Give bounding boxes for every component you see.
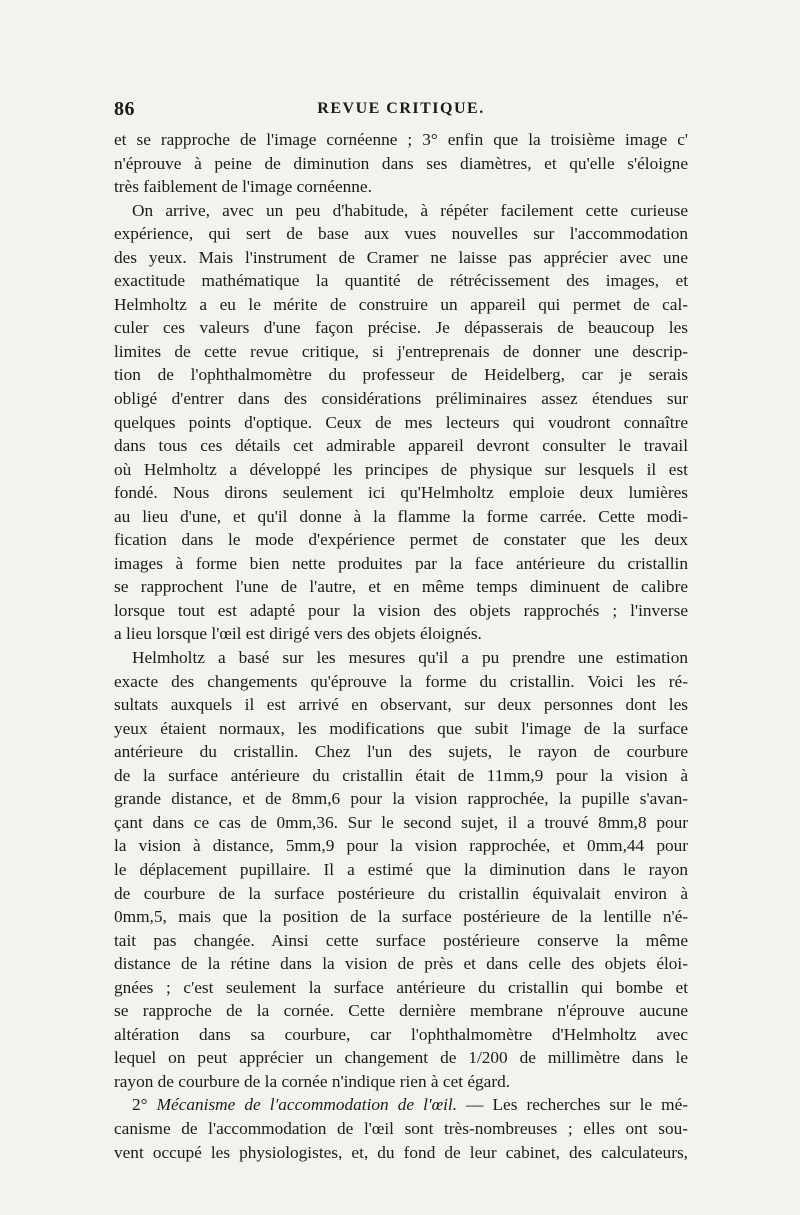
text-line: vent occupé les physiologistes, et, du fond de leur cabinet, des calculateurs, bbox=[114, 1142, 688, 1162]
page-number: 86 bbox=[114, 98, 135, 120]
section-title: Mécanisme de l'accommodation de l'œil. bbox=[156, 1095, 458, 1115]
text-line: où Helmholtz a développé les principes de physique sur lesquels il est bbox=[114, 459, 688, 479]
text-line: sultats auxquels il est arrivé en observant, sur deux personnes dont les bbox=[114, 695, 688, 715]
text-line: On arrive, avec un peu d'habitude, à répéter facilement cette curieuse bbox=[132, 200, 688, 220]
text-line: grande distance, et de 8mm,6 pour la vision rapprochée, la pupille s'avan- bbox=[114, 789, 688, 809]
text-line: culer ces valeurs d'une façon précise. Je dépasserais de beaucoup les bbox=[114, 318, 688, 338]
text-line: de courbure de la surface postérieure du cristallin équivalait environ à bbox=[114, 883, 688, 903]
text-line: des yeux. Mais l'instrument de Cramer ne laisse pas apprécier avec une bbox=[114, 247, 688, 267]
section-number: 2° bbox=[132, 1095, 148, 1115]
text-line: distance de la rétine dans la vision de près et dans celle des objets éloi- bbox=[114, 954, 688, 974]
text-line: tion de l'ophthalmomètre du professeur de Heidelberg, car je serais bbox=[114, 365, 688, 385]
section-heading-line bbox=[114, 1093, 688, 1117]
text-line: très faiblement de l'image cornéenne. bbox=[114, 177, 372, 197]
text-line: fondé. Nous dirons seulement ici qu'Helmholtz emploie deux lumières bbox=[114, 483, 688, 503]
text-line: Helmholtz a eu le mérite de construire un appareil qui permet de cal- bbox=[114, 294, 688, 314]
text-line: et se rapproche de l'image cornéenne ; 3° enfin que la troisième image c' bbox=[114, 130, 688, 149]
text-line: canisme de l'accommodation de l'œil sont très-nombreuses ; elles ont sou- bbox=[114, 1118, 688, 1138]
text-line: obligé d'entrer dans des considérations préliminaires assez étendues sur bbox=[114, 389, 688, 409]
text-line: le déplacement pupillaire. Il a estimé que la diminution dans le rayon bbox=[114, 859, 688, 879]
text-line: au lieu d'une, et qu'il donne à la flamme la forme carrée. Cette modi- bbox=[114, 506, 688, 526]
text-line: rayon de courbure de la cornée n'indique rien à cet égard. bbox=[114, 1071, 511, 1091]
text-line: altération dans sa courbure, car l'ophthalmomètre d'Helmholtz avec bbox=[114, 1024, 688, 1044]
text-line: n'éprouve à peine de diminution dans ses diamètres, et qu'elle s'éloigne bbox=[114, 153, 688, 173]
text-line: expérience, qui sert de base aux vues nouvelles sur l'accommodation bbox=[114, 224, 688, 244]
text-line: lorsque tout est adapté pour la vision des objets rapprochés ; l'inverse bbox=[114, 600, 688, 620]
running-head: REVUE CRITIQUE. bbox=[317, 100, 485, 117]
text-line: se rapprochent l'une de l'autre, et en même temps diminuent de calibre bbox=[114, 577, 688, 597]
text-line: antérieure du cristallin. Chez l'un des sujets, le rayon de courbure bbox=[114, 742, 688, 762]
text-line: de la surface antérieure du cristallin était de 11mm,9 pour la vision à bbox=[114, 765, 688, 785]
text-line: a lieu lorsque l'œil est dirigé vers des objets éloignés. bbox=[114, 624, 482, 644]
text-line: dans tous ces détails cet admirable appareil devront consulter le travail bbox=[114, 436, 688, 456]
page-header bbox=[114, 98, 688, 122]
text-line: lequel on peut apprécier un changement de 1/200 de millimètre dans le bbox=[114, 1048, 688, 1068]
text-line: exacte des changements qu'éprouve la forme du cristallin. Voici les ré- bbox=[114, 671, 688, 691]
text-line: tait pas changée. Ainsi cette surface postérieure conserve la même bbox=[114, 930, 688, 950]
text-line: la vision à distance, 5mm,9 pour la vision rapprochée, et 0mm,44 pour bbox=[114, 836, 688, 856]
text-line: quelques points d'optique. Ceux de mes lecteurs qui voudront connaître bbox=[114, 412, 688, 432]
text-line: fication dans le mode d'expérience permet de constater que les deux bbox=[114, 530, 688, 550]
text-line: yeux étaient normaux, les modifications que subit l'image de la surface bbox=[114, 718, 688, 738]
text-line: limites de cette revue critique, si j'entreprenais de donner une descrip- bbox=[114, 341, 688, 361]
text-line: exactitude mathématique la quantité de rétrécissement des images, et bbox=[114, 271, 688, 291]
text-line: images à forme bien nette produites par la face antérieure du cristallin bbox=[114, 553, 688, 573]
section-text: Les recherches sur le mé- bbox=[492, 1095, 689, 1115]
text-line: çant dans ce cas de 0mm,36. Sur le second sujet, il a trouvé 8mm,8 pour bbox=[114, 812, 688, 832]
text-line: gnées ; c'est seulement la surface antérieure du cristallin qui bombe et bbox=[114, 977, 688, 997]
text-line: se rapproche de la cornée. Cette dernière membrane n'éprouve aucune bbox=[114, 1001, 688, 1021]
text-line: Helmholtz a basé sur les mesures qu'il a pu prendre une estimation bbox=[132, 648, 688, 668]
body-text bbox=[114, 128, 688, 1164]
section-dash: — bbox=[457, 1095, 493, 1115]
text-line: 0mm,5, mais que la position de la surface postérieure de la lentille n'é- bbox=[114, 907, 688, 927]
